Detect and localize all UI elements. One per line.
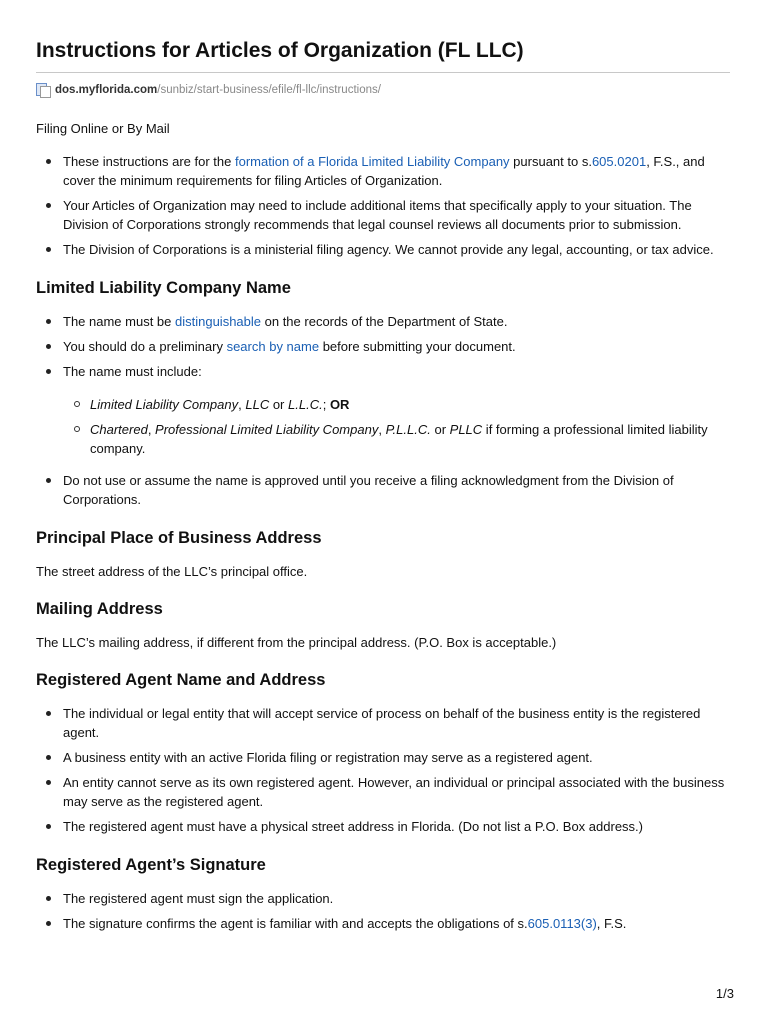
list-item: Your Articles of Organization may need to include additional items that specifically apply to your situation. The Division of Corporations strongly recommends that legal counsel reviews all documents prior to submission. (36, 196, 730, 234)
sub-list-item: Limited Liability Company, LLC or L.L.C.; OR (36, 395, 730, 414)
general-list (36, 152, 730, 259)
document-page (36, 36, 730, 933)
page-number: 1/3 (715, 986, 734, 1001)
heading-registered-agent: Registered Agent Name and Address (36, 671, 326, 689)
list-item: The Division of Corporations is a ministerial filing agency. We cannot provide any legal, accounting, or tax advice. (36, 240, 730, 259)
mailing-address-text: The LLC’s mailing address, if different from the principal address. (P.O. Box is acceptable.) (36, 635, 557, 650)
statute-605-0113-link[interactable]: 605.0113(3) (527, 916, 597, 931)
list-item: A business entity with an active Florida filing or registration may serve as a registered agent. (36, 748, 730, 767)
name-list (36, 312, 730, 509)
page-title: Instructions for Articles of Organization (FL LLC) (36, 39, 524, 62)
search-by-name-link[interactable]: search by name (226, 339, 320, 354)
title-divider (36, 72, 730, 73)
source-url[interactable] (36, 83, 730, 97)
heading-mailing-address: Mailing Address (36, 600, 163, 618)
agent-list (36, 704, 730, 836)
list-item: The signature confirms the agent is familiar with and accepts the obligations of s.605.0113(3), F.S. (36, 914, 730, 933)
list-item: You should do a preliminary search by name before submitting your document. (36, 337, 730, 356)
list-item: Do not use or assume the name is approved until you receive a filing acknowledgment from the Division of Corporations. (36, 471, 730, 509)
list-item: The name must include: (36, 362, 730, 381)
intro-text: Filing Online or By Mail (36, 121, 170, 136)
list-item: An entity cannot serve as its own registered agent. However, an individual or principal associated with the business may serve as the registered agent. (36, 773, 730, 811)
heading-principal-address: Principal Place of Business Address (36, 529, 322, 547)
list-item: These instructions are for the formation of a Florida Limited Liability Company pursuant to s.605.0201, F.S., and cover the minimum requirements for filing Articles of Organization. (36, 152, 730, 190)
heading-llc-name: Limited Liability Company Name (36, 279, 291, 297)
sub-list-item: Chartered, Professional Limited Liability Company, P.L.L.C. or PLLC if forming a professional limited liability company. (36, 420, 730, 458)
source-path[interactable]: /sunbiz/start-business/efile/fl-llc/instructions/ (157, 84, 381, 96)
page-favicon-icon (36, 83, 50, 97)
statute-605-0201-link[interactable]: 605.0201 (591, 154, 647, 169)
list-item: The registered agent must sign the application. (36, 889, 730, 908)
signature-list (36, 889, 730, 933)
source-domain[interactable]: dos.myflorida.com (55, 84, 158, 96)
list-item: The name must be distinguishable on the records of the Department of State. (36, 312, 730, 331)
heading-agent-signature: Registered Agent’s Signature (36, 856, 266, 874)
formation-link[interactable]: formation of a Florida Limited Liability Company (234, 154, 510, 169)
list-item: The registered agent must have a physical street address in Florida. (Do not list a P.O. Box address.) (36, 817, 730, 836)
distinguishable-link[interactable]: distinguishable (175, 314, 262, 329)
list-item: The individual or legal entity that will accept service of process on behalf of the business entity is the registered agent. (36, 704, 730, 742)
principal-address-text: The street address of the LLC’s principal office. (36, 564, 308, 579)
